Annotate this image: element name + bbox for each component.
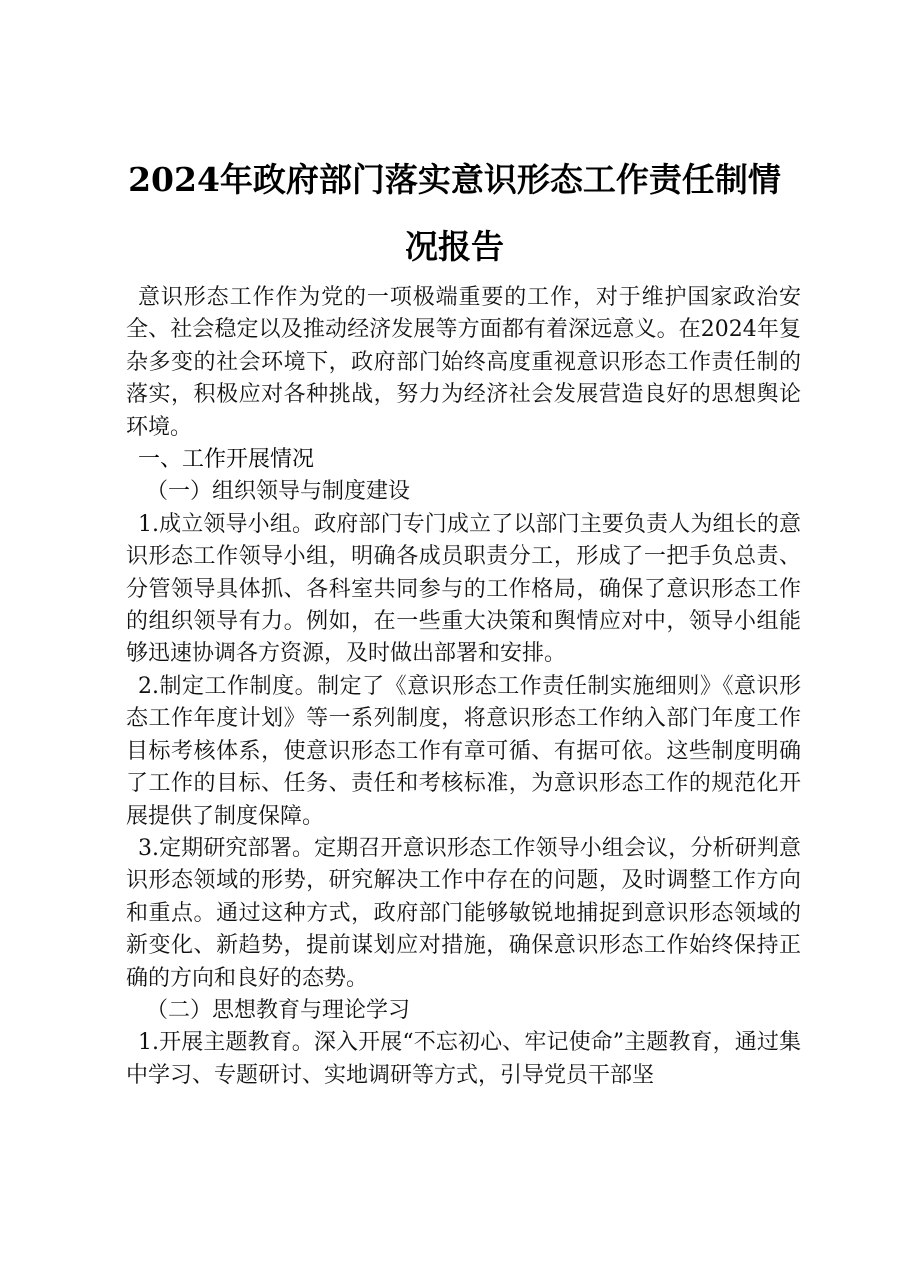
paragraph-leading-group: 1.成立领导小组。政府部门专门成立了以部门主要负责人为组长的意识形态工作领导小组，明确各成员职责分工，形成了一把手负总责、分管领导具体抓、各科室共同参与的工作格局，确保了意识形态工作的组织领导有力。例如，在一些重大决策和舆情应对中，领导小组能够迅速协调各方资源，及时做出部署和安排。 [126,511,801,667]
section-heading-work-progress: 一、工作开展情况 [138,447,315,473]
subsection-heading-organization: （一）组织领导与制度建设 [146,479,411,505]
intro-paragraph: 意识形态工作作为党的一项极端重要的工作，对于维护国家政治安全、社会稳定以及推动经济发展等方面都有着深远意义。在2024年复杂多变的社会环境下，政府部门始终高度重视意识形态工作责任制的落实，积极应对各种挑战，努力为经济社会发展营造良好的思想舆论环境。 [126,285,801,440]
document-title-line-2: 况报告 [405,227,504,266]
paragraph-theme-education: 1.开展主题教育。深入开展“不忘初心、牢记使命”主题教育，通过集中学习、专题研讨、实地调研等方式，引导党员干部坚 [126,1030,801,1088]
document-body [126,282,801,1092]
paragraph-work-system: 2.制定工作制度。制定了《意识形态工作责任制实施细则》《意识形态工作年度计划》等一系列制度，将意识形态工作纳入部门年度工作目标考核体系，使意识形态工作有章可循、有据可依。这些制度明确了工作的目标、任务、责任和考核标准，为意识形态工作的规范化开展提供了制度保障。 [126,673,801,829]
subsection-heading-education: （二）思想教育与理论学习 [146,997,411,1023]
document-title-line-1: 2024年政府部门落实意识形态工作责任制情 [128,160,781,199]
paragraph-regular-research: 3.定期研究部署。定期召开意识形态工作领导小组会议，分析研判意识形态领域的形势，研究解决工作中存在的问题，及时调整工作方向和重点。通过这种方式，政府部门能够敏锐地捕捉到意识形态领域的新变化、新趋势，提前谋划应对措施，确保意识形态工作始终保持正确的方向和良好的态势。 [126,835,801,991]
